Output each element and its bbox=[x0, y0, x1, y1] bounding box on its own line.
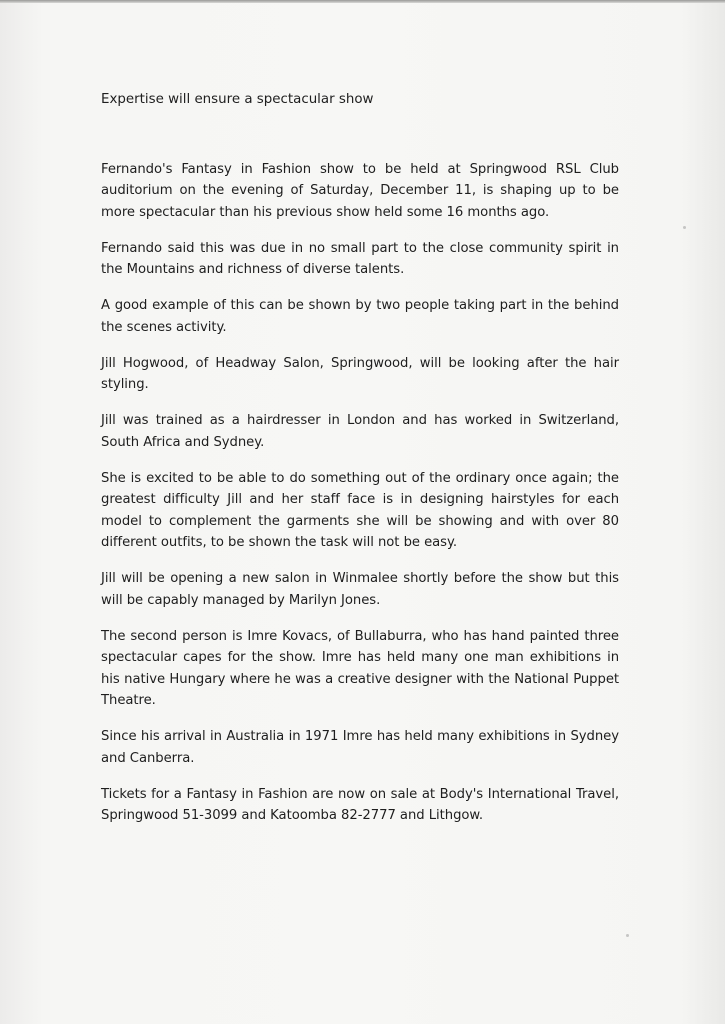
paragraph: Tickets for a Fantasy in Fashion are now on sale at Body's International Travel, Springwood 51-3099 and Katoomba 82-2777 and Lithgow. bbox=[101, 786, 619, 823]
paragraph: Jill was trained as a hairdresser in London and has worked in Switzerland, South Africa and Sydney. bbox=[101, 413, 619, 450]
article-headline: Expertise will ensure a spectacular show bbox=[101, 92, 374, 107]
paragraph: Since his arrival in Australia in 1971 Imre has held many exhibitions in Sydney and Canberra. bbox=[101, 729, 619, 766]
paragraph: She is excited to be able to do something out of the ordinary once again; the greatest difficulty Jill and her staff face is in designing hairstyles for each model to complement the garments she will be showing and with over 80 different outfits, to be shown the task will not be easy. bbox=[101, 470, 619, 550]
paragraph: Fernando's Fantasy in Fashion show to be held at Springwood RSL Club auditorium on the evening of Saturday, December 11, is shaping up to be more spectacular than his previous show held some 16 months ago. bbox=[101, 161, 619, 220]
scan-speck bbox=[683, 226, 686, 229]
paragraph: Jill Hogwood, of Headway Salon, Springwood, will be looking after the hair styling. bbox=[101, 355, 619, 392]
scan-speck bbox=[626, 934, 629, 937]
paragraph: The second person is Imre Kovacs, of Bullaburra, who has hand painted three spectacular capes for the show. Imre has held many one man exhibitions in his native Hungary where he was a creative designer with the National Puppet Theatre. bbox=[101, 628, 619, 708]
paragraph: A good example of this can be shown by two people taking part in the behind the scenes activity. bbox=[101, 298, 619, 335]
paragraph: Fernando said this was due in no small part to the close community spirit in the Mountains and richness of diverse talents. bbox=[101, 240, 619, 277]
paragraph: Jill will be opening a new salon in Winmalee shortly before the show but this will be capably managed by Marilyn Jones. bbox=[101, 571, 619, 608]
article-body bbox=[101, 89, 619, 841]
scan-top-edge bbox=[0, 0, 725, 3]
